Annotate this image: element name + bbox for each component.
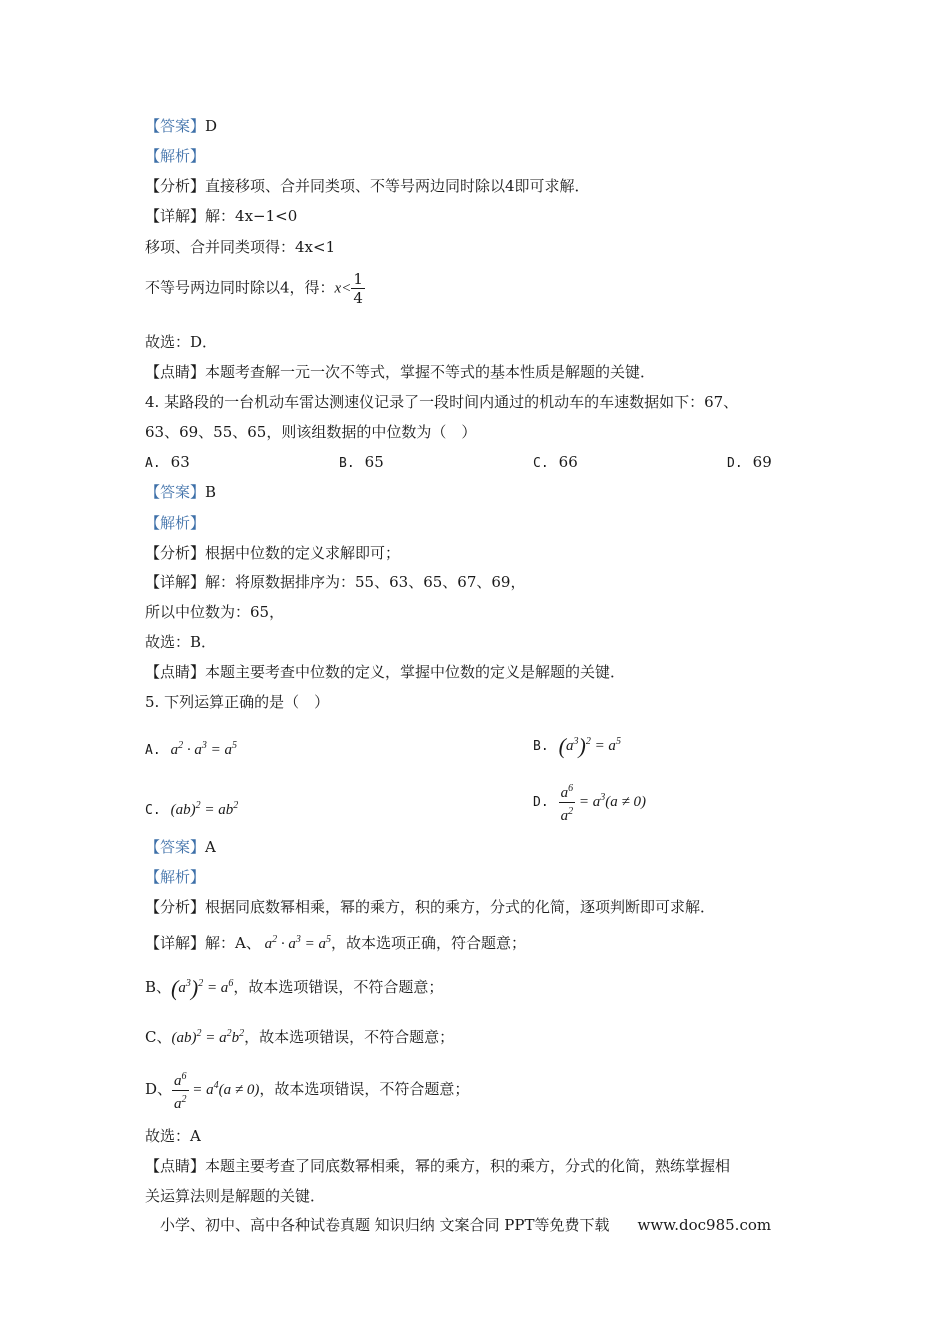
footer-url[interactable]: www.doc985.com — [637, 1216, 772, 1234]
q4-comment-line: 【点睛】本题主要考查中位数的定义，掌握中位数的定义是解题的关键． — [145, 663, 626, 681]
q4-median: 所以中位数为：65， — [145, 603, 285, 621]
q5-option-a: A. $a^2 \cdot a^3 = a^5$ — [145, 740, 238, 758]
q5-fenxi-line: 【分析】根据同底数幂相乘，幂的乘方，积的乘方，分式的化简，逐项判断即可求解． — [145, 898, 716, 916]
q5-detail-a: 【详解】解：A、 $a^2 \cdot a^3 = a^5$，故本选项正确，符合题意； — [145, 934, 526, 952]
q3-detail-expr: 4x−1<0 — [235, 207, 298, 225]
q3-choose: 故选：D． — [145, 333, 218, 351]
q5-comment-line1: 【点睛】本题主要考查了同底数幂相乘，幂的乘方，积的乘方，分式的化简，熟练掌握相 — [145, 1157, 731, 1175]
q4-detail-line: 【详解】解：将原数据排序为：55、63、65、67、69， — [145, 573, 526, 591]
q5-option-b-formula: $(a^3)^2 = a^5$ — [558, 733, 621, 759]
q4-stem-line1: 4. 某路段的一台机动车雷达测速仪记录了一段时间内通过的机动车的车速数据如下：67、 — [145, 393, 739, 411]
q5-detail-c: C、$(ab)^2 = a^2b^2$，故本选项错误，不符合题意； — [145, 1028, 455, 1046]
q4-answer: B — [205, 483, 217, 501]
q5-option-d-formula: $\frac{a^6}{a^2}$ = $a^3(a \ne 0)$ — [559, 794, 646, 810]
answer-tag: 【答案】 — [145, 117, 206, 135]
q3-fraction: $\frac{1}{4}$ — [353, 270, 363, 307]
q3-detail-line: 【详解】解：4x−1<0 — [145, 207, 298, 225]
q3-answer-line — [145, 116, 217, 136]
q4-option-a: A. 63 — [145, 453, 190, 471]
q5-detail-d: D、 $\frac{a^6}{a^2}$ = $a^4(a \ne 0)$，故本选项错误，不符合题意； — [145, 1068, 469, 1113]
q3-step1: 移项、合并同类项得：4x<1 — [145, 238, 336, 256]
q5-choose: 故选：A — [145, 1127, 201, 1145]
q5-answer: A — [205, 838, 216, 856]
q3-analysis-tag: 【解析】 — [145, 147, 206, 165]
q3-comment: 本题考查解一元一次不等式，掌握不等式的基本性质是解题的关键． — [205, 363, 656, 381]
q4-fenxi-line: 【分析】根据中位数的定义求解即可； — [145, 544, 401, 562]
q5-option-c: C. $(ab)^2 = ab^2$ — [145, 800, 239, 818]
q5-answer-line: 【答案】A — [145, 838, 216, 856]
q4-choose: 故选：B． — [145, 633, 217, 651]
q4-option-d: D. 69 — [727, 453, 772, 471]
page-footer — [160, 1214, 771, 1235]
q5-stem: 5. 下列运算正确的是（ ） — [145, 693, 330, 711]
q5-option-a-formula: $a^2 \cdot a^3 = a^5$ — [170, 740, 238, 758]
q3-step2: 不等号两边同时除以4，得：x< $\frac{1}{4}$ — [145, 270, 363, 307]
q5-analysis-tag: 【解析】 — [145, 868, 206, 886]
q5-option-c-formula: $(ab)^2 = ab^2$ — [170, 800, 239, 818]
q5-detail-b: B、$(a^3)^2 = a^6$，故本选项错误，不符合题意； — [145, 975, 444, 1001]
q3-fenxi-line: 【分析】直接移项、合并同类项、不等号两边同时除以4即可求解． — [145, 177, 590, 195]
q5-comment-line2: 关运算法则是解题的关键． — [145, 1187, 326, 1205]
q4-option-b: B. 65 — [339, 453, 384, 471]
q4-option-c: C. 66 — [533, 453, 578, 471]
footer-text: 小学、初中、高中各种试卷真题 知识归纳 文案合同 PPT等免费下载 — [160, 1216, 610, 1234]
q3-answer: D — [205, 117, 218, 135]
q5-option-d: D. $\frac{a^6}{a^2}$ = $a^3(a \ne 0)$ — [533, 780, 646, 825]
q3-fenxi: 直接移项、合并同类项、不等号两边同时除以4即可求解． — [205, 177, 590, 195]
q4-stem-line2: 63、69、55、65，则该组数据的中位数为（ ） — [145, 423, 477, 441]
q4-analysis-tag: 【解析】 — [145, 514, 206, 532]
q5-option-b: B. $(a^3)^2 = a^5$ — [533, 733, 621, 759]
q4-answer-line: 【答案】B — [145, 483, 217, 501]
q3-step1-expr: 4x<1 — [295, 238, 336, 256]
q3-comment-line: 【点睛】本题考查解一元一次不等式，掌握不等式的基本性质是解题的关键． — [145, 363, 656, 381]
